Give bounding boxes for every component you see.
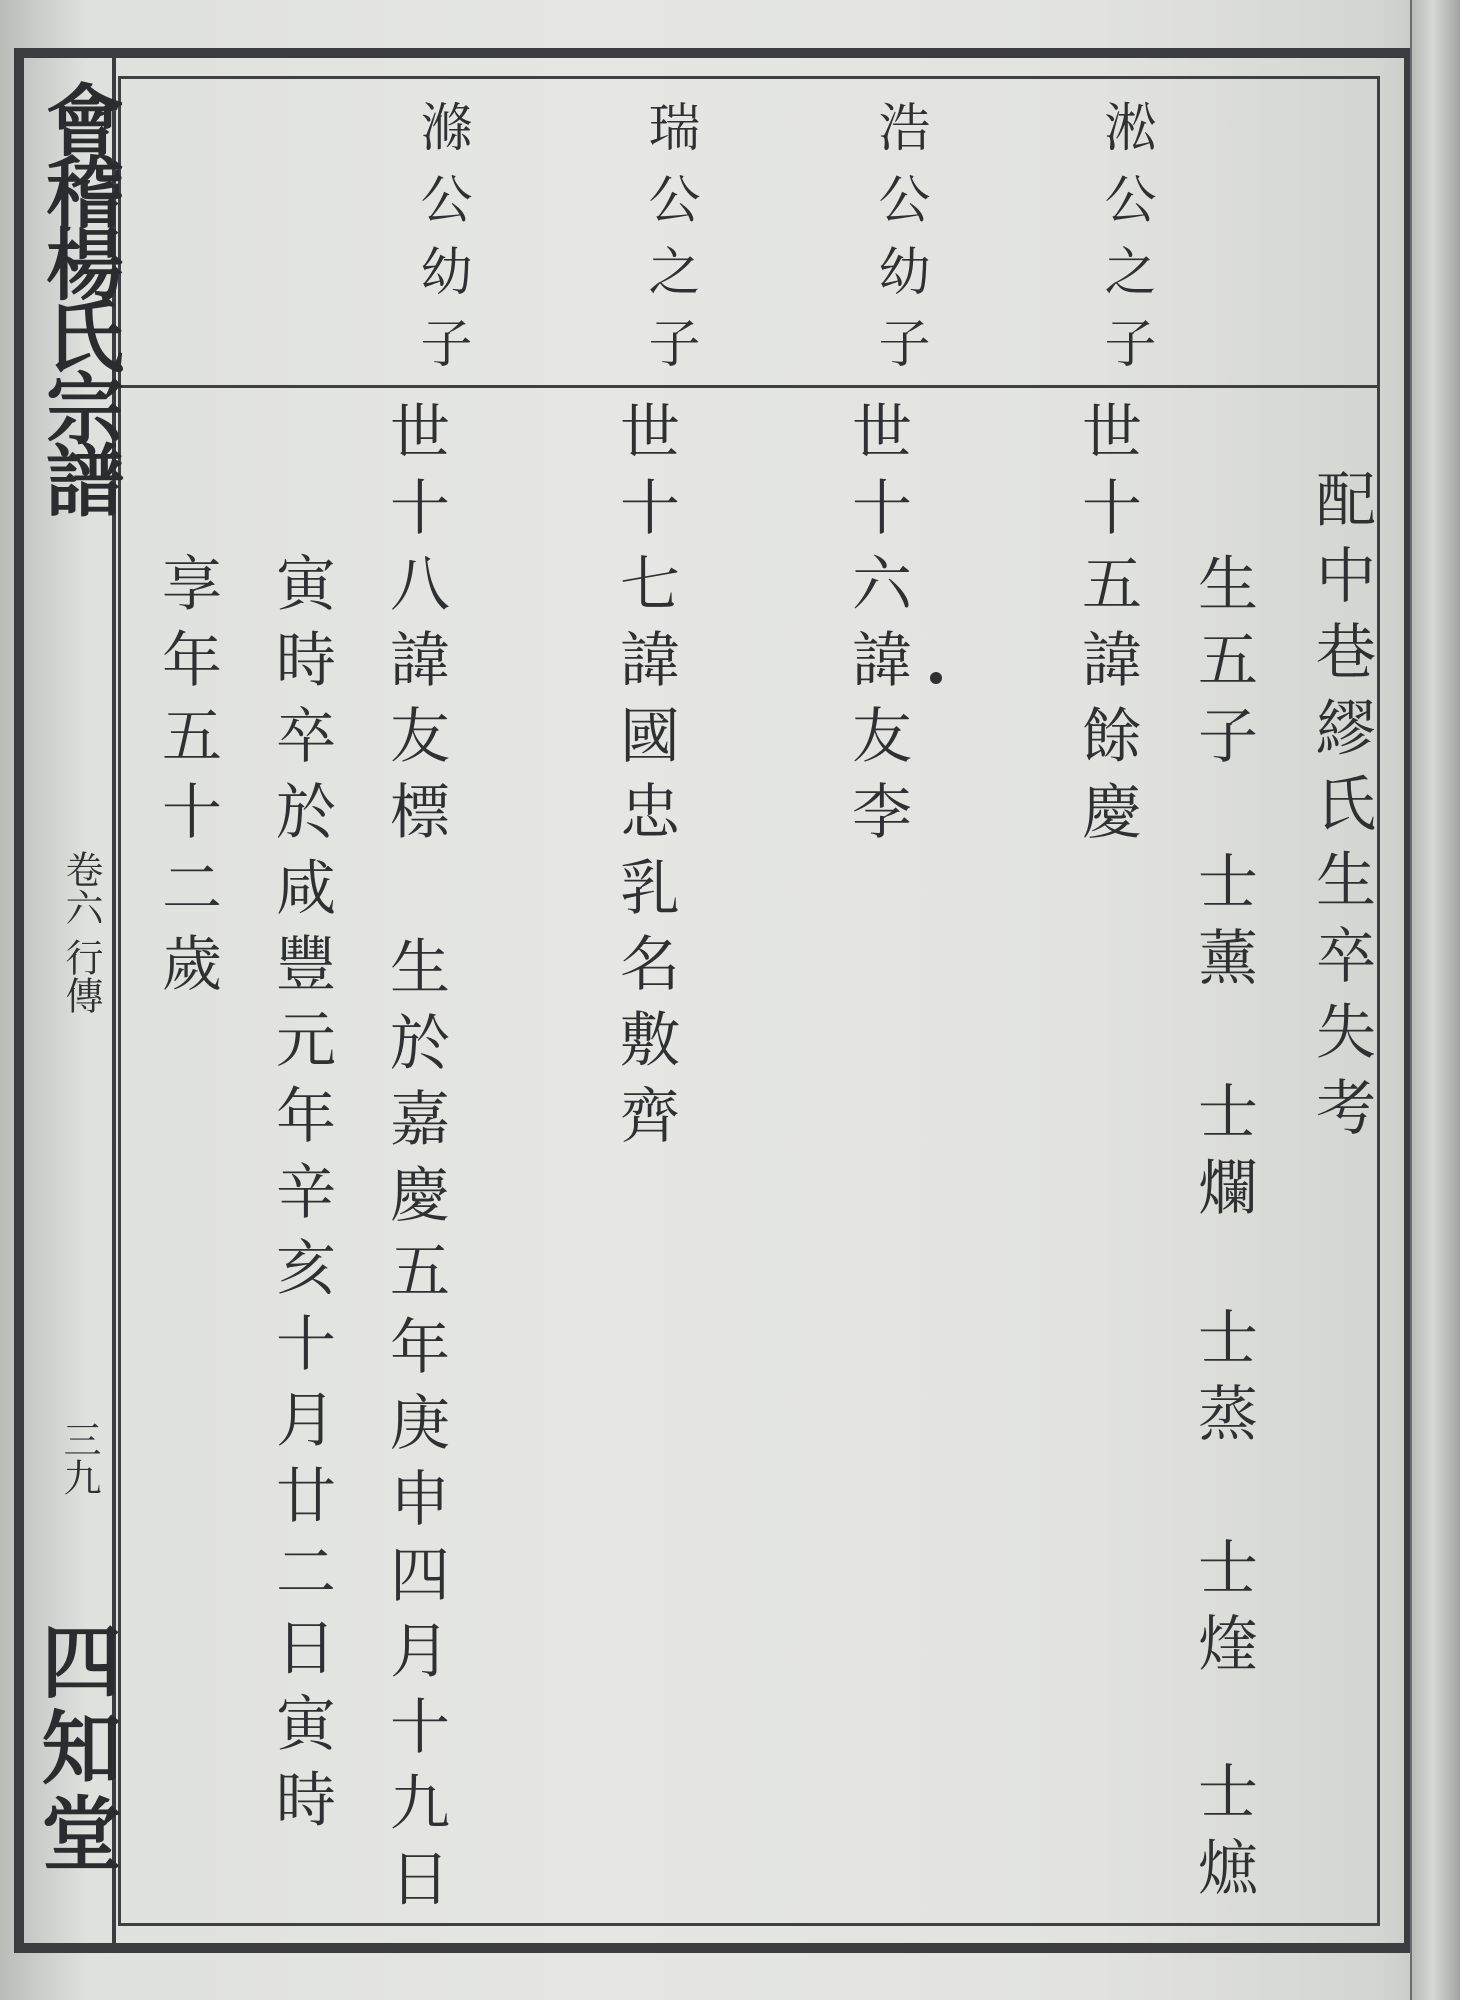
death-date: 寅時卒於咸豐元年辛亥十月廿二日寅時: [266, 552, 336, 1844]
child-name-1: 士薰: [1188, 850, 1258, 1002]
section-label: 卷六 行傳: [59, 850, 103, 1015]
binding-edge: [1410, 0, 1460, 2000]
hall-name: 四知堂: [28, 1620, 122, 1878]
ink-dot: [930, 672, 942, 684]
generation-17-entry: 世十七諱國忠乳名敷齊: [610, 400, 680, 1160]
age-at-death: 享年五十二歲: [152, 552, 222, 1008]
birth-date: 生於嘉慶五年庚申四月十九日: [380, 935, 450, 1923]
child-name-5: 士熫: [1188, 1760, 1258, 1912]
generation-18-entry: 世十八諱友標: [380, 400, 450, 856]
book-title: 會稽楊氏宗譜: [33, 80, 124, 512]
generation-16-entry: 世十六諱友李: [842, 400, 912, 856]
spouse-column: 配中巷繆氏生卒失考: [1306, 468, 1376, 1152]
child-name-3: 士蒸: [1188, 1306, 1258, 1458]
generation-15-entry: 世十五諱餘慶: [1072, 400, 1142, 856]
upper-entry-2: 浩公幼子: [869, 100, 929, 388]
upper-entry-1: 淞公之子: [1095, 100, 1155, 388]
child-name-4: 士煃: [1188, 1536, 1258, 1688]
upper-entry-4: 滌公幼子: [411, 100, 471, 388]
row-divider: [118, 385, 1380, 388]
children-intro: 生五子: [1188, 552, 1258, 780]
child-name-2: 士爛: [1188, 1080, 1258, 1232]
upper-entry-3: 瑞公之子: [639, 100, 699, 388]
page-number: 三九: [57, 1420, 101, 1496]
